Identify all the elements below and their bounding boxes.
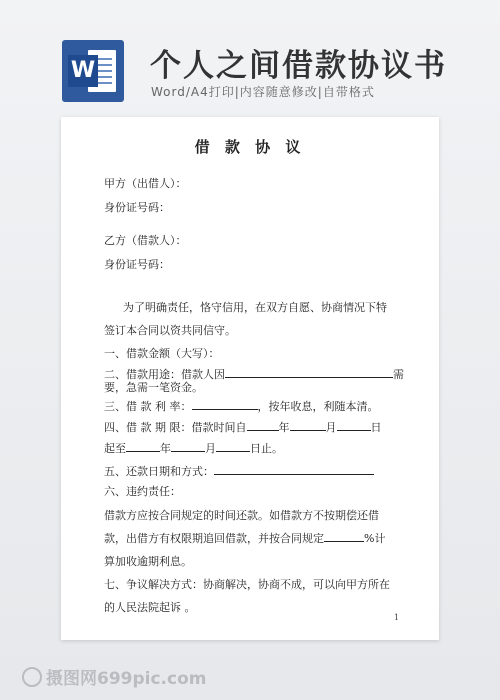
document-page [61, 117, 439, 640]
document-title: 借 款 协 议 [194, 138, 306, 156]
clause-1: 一、借款金额（大写）： [104, 347, 220, 360]
watermark-logo-icon [22, 667, 42, 687]
clause-6-text: 款，出借方有权限期追回借款，并按合同规定 [104, 532, 324, 545]
clause-2-text: 二、借款用途：借款人因 [104, 368, 225, 381]
clause-3-text: ，按年收息，利随本清。 [257, 400, 379, 413]
clause-6: 六、违约责任： [104, 485, 181, 498]
clause-4-end: 日止。 [250, 442, 283, 455]
end-month-blank[interactable] [171, 441, 205, 452]
day-label: 日 [370, 421, 382, 434]
lender-line: 甲方（出借人）： [104, 177, 187, 190]
end-year-blank[interactable] [126, 441, 160, 452]
clause-4-line-2 [104, 441, 283, 456]
clause-6-percent: %计 [364, 532, 386, 545]
clause-6-line-3: 算加收逾期利息。 [104, 555, 192, 568]
clause-4-label: 四、借 款 期 限：借款时间自 [104, 421, 247, 434]
word-icon [62, 40, 124, 102]
clause-2-need: 需 [393, 368, 404, 381]
start-month-blank[interactable] [290, 420, 326, 431]
watermark-text: 摄图网699pic.com [46, 669, 207, 689]
clause-3-label: 三、借 款 利 率： [104, 400, 192, 413]
clause-6-line-2 [104, 531, 385, 546]
start-day-blank[interactable] [337, 420, 371, 431]
header [0, 0, 500, 110]
penalty-rate-blank[interactable] [324, 531, 364, 542]
clause-7-line-1: 七、争议解决方式：协商解决，协商不成，可以向甲方所在 [104, 578, 390, 591]
interest-rate-blank[interactable] [192, 399, 258, 410]
purpose-blank[interactable] [225, 367, 393, 378]
clause-2-line-2: 要，急需一笔资金。 [104, 381, 203, 394]
word-letter: W [68, 55, 98, 87]
clause-5 [104, 464, 374, 479]
clause-6-line-1: 借款方应按合同规定的时间还款。如借款方不按期偿还借 [104, 509, 379, 522]
lender-id-line: 身份证号码： [104, 201, 170, 214]
borrower-line: 乙方（借款人）： [104, 234, 187, 247]
end-day-blank[interactable] [216, 441, 250, 452]
repayment-method-blank[interactable] [214, 464, 374, 475]
clause-4-until: 起至 [104, 442, 126, 455]
year-label: 年 [278, 421, 290, 434]
year-label: 年 [160, 442, 171, 455]
page-subtitle: Word/A4打印|内容随意修改|自带格式 [151, 85, 375, 99]
clause-3 [104, 399, 379, 414]
month-label: 月 [325, 421, 337, 434]
watermark [22, 664, 207, 689]
borrower-id-line: 身份证号码： [104, 258, 170, 271]
clause-4-line-1 [104, 420, 382, 435]
clause-7-line-2: 的人民法院起诉 。 [104, 601, 196, 614]
intro-line-1: 为了明确责任，恪守信用，在双方自愿、协商情况下特 [123, 301, 387, 314]
page-title: 个人之间借款协议书 [150, 48, 447, 84]
start-year-blank[interactable] [247, 420, 279, 431]
intro-line-2: 签订本合同以资共同信守。 [104, 324, 236, 337]
page-number: 1 [393, 613, 399, 622]
month-label: 月 [205, 442, 216, 455]
clause-2-line-1 [104, 367, 404, 382]
clause-5-label: 五、还款日期和方式： [104, 465, 214, 478]
